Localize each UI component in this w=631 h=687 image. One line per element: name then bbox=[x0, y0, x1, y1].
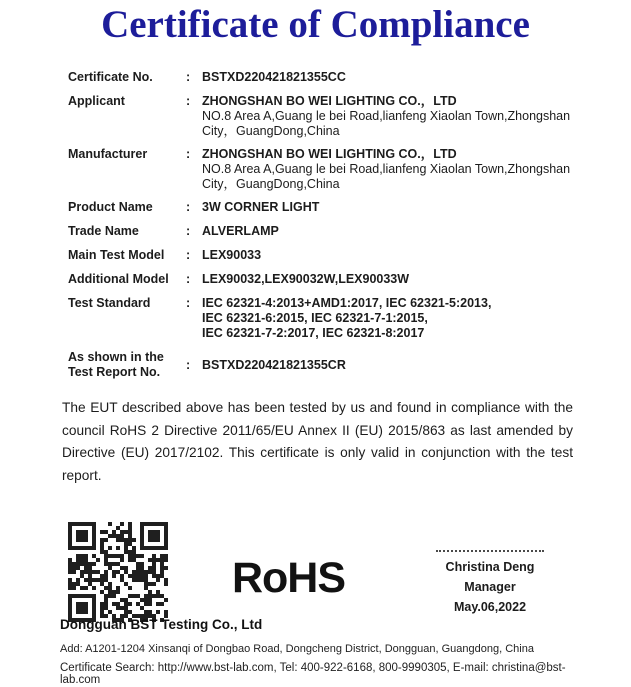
company-address-line-2: City，GuangDong,China bbox=[202, 176, 340, 191]
compliance-statement: The EUT described above has been tested by us and found in compliance with the council RoHS 2 Directive 2011/65/EU Annex II (EU) 2015/863 as last amended by Directive (EU) 2017/2102. This certificate is only valid in conjunction with the test report. bbox=[62, 400, 573, 483]
field-label: Manufacturer bbox=[68, 147, 148, 161]
field-row-manufacturer bbox=[68, 147, 573, 191]
signatory-name: Christina Deng bbox=[445, 560, 535, 574]
colon-separator: : bbox=[186, 200, 191, 214]
page-title: Certificate of Compliance bbox=[101, 3, 530, 46]
colon-separator: : bbox=[186, 296, 191, 310]
field-value bbox=[202, 94, 573, 138]
field-row-main-test-model bbox=[68, 248, 573, 263]
field-label-line-2: Test Report No. bbox=[68, 365, 161, 379]
field-row-additional-model bbox=[68, 272, 573, 287]
colon-separator: : bbox=[186, 272, 191, 286]
field-value: ALVERLAMP bbox=[202, 224, 279, 238]
qr-code-icon bbox=[68, 522, 168, 622]
field-value: 3W CORNER LIGHT bbox=[202, 200, 320, 214]
test-standard-line-3: IEC 62321-7-2:2017, IEC 62321-8:2017 bbox=[202, 326, 425, 340]
field-label: Product Name bbox=[68, 200, 153, 214]
field-value bbox=[202, 147, 573, 191]
company-name: ZHONGSHAN BO WEI LIGHTING CO.，LTD bbox=[202, 94, 457, 108]
signature-date: May.06,2022 bbox=[453, 600, 527, 614]
field-value: BSTXD220421821355CR bbox=[202, 357, 346, 372]
issuer-footer bbox=[60, 617, 595, 686]
field-row-product-name bbox=[68, 200, 573, 215]
signatory-role: Manager bbox=[464, 580, 516, 594]
colon-separator: : bbox=[186, 248, 191, 262]
colon-separator: : bbox=[186, 94, 191, 108]
field-value: LEX90032,LEX90032W,LEX90033W bbox=[202, 272, 410, 286]
field-row-applicant bbox=[68, 94, 573, 138]
field-value bbox=[202, 296, 573, 341]
field-label: Applicant bbox=[68, 94, 125, 108]
colon-separator: : bbox=[186, 224, 191, 238]
signature-dotted-line bbox=[436, 550, 544, 552]
seal-and-signature-section bbox=[68, 522, 571, 626]
colon-separator: : bbox=[186, 70, 191, 84]
issuer-address: Add: A1201-1204 Xinsanqi of Dongbao Road, Dongcheng District, Dongguan, Guangdong, China bbox=[60, 643, 534, 655]
field-label: Certificate No. bbox=[68, 70, 153, 84]
issuer-company-name: Dongguan BST Testing Co., Ltd bbox=[60, 617, 263, 632]
field-row-test-standard bbox=[68, 296, 573, 341]
field-row-certificate-no bbox=[68, 70, 573, 85]
issuer-contact-info: Certificate Search: http://www.bst-lab.com, Tel: 400-922-6168, 800-9990305, E-mail: christina@bst-lab.com bbox=[60, 662, 566, 686]
test-standard-line-1: IEC 62321-4:2013+AMD1:2017, IEC 62321-5:2013, bbox=[202, 296, 492, 310]
company-address-line-1: NO.8 Area A,Guang le bei Road,lianfeng Xiaolan Town,Zhongshan bbox=[202, 109, 571, 123]
qr-code bbox=[68, 522, 168, 622]
signature-block bbox=[409, 522, 571, 626]
field-label: Additional Model bbox=[68, 272, 169, 286]
certificate-fields bbox=[68, 70, 573, 380]
field-label: Main Test Model bbox=[68, 248, 165, 262]
field-value: LEX90033 bbox=[202, 248, 262, 262]
colon-separator: : bbox=[186, 357, 191, 372]
test-standard-line-2: IEC 62321-6:2015, IEC 62321-7-1:2015, bbox=[202, 311, 428, 325]
field-value: BSTXD220421821355CC bbox=[202, 70, 346, 84]
field-row-trade-name bbox=[68, 224, 573, 239]
colon-separator: : bbox=[186, 147, 191, 161]
company-name: ZHONGSHAN BO WEI LIGHTING CO.，LTD bbox=[202, 147, 457, 161]
rohs-logo: RoHS bbox=[231, 553, 346, 602]
field-label: Test Standard bbox=[68, 296, 151, 310]
field-label bbox=[68, 350, 186, 380]
company-address-line-2: City，GuangDong,China bbox=[202, 123, 340, 138]
company-address-line-1: NO.8 Area A,Guang le bei Road,lianfeng Xiaolan Town,Zhongshan bbox=[202, 162, 571, 176]
field-label-line-1: As shown in the bbox=[68, 350, 164, 364]
field-row-test-report-no bbox=[68, 350, 573, 380]
field-label: Trade Name bbox=[68, 224, 139, 238]
